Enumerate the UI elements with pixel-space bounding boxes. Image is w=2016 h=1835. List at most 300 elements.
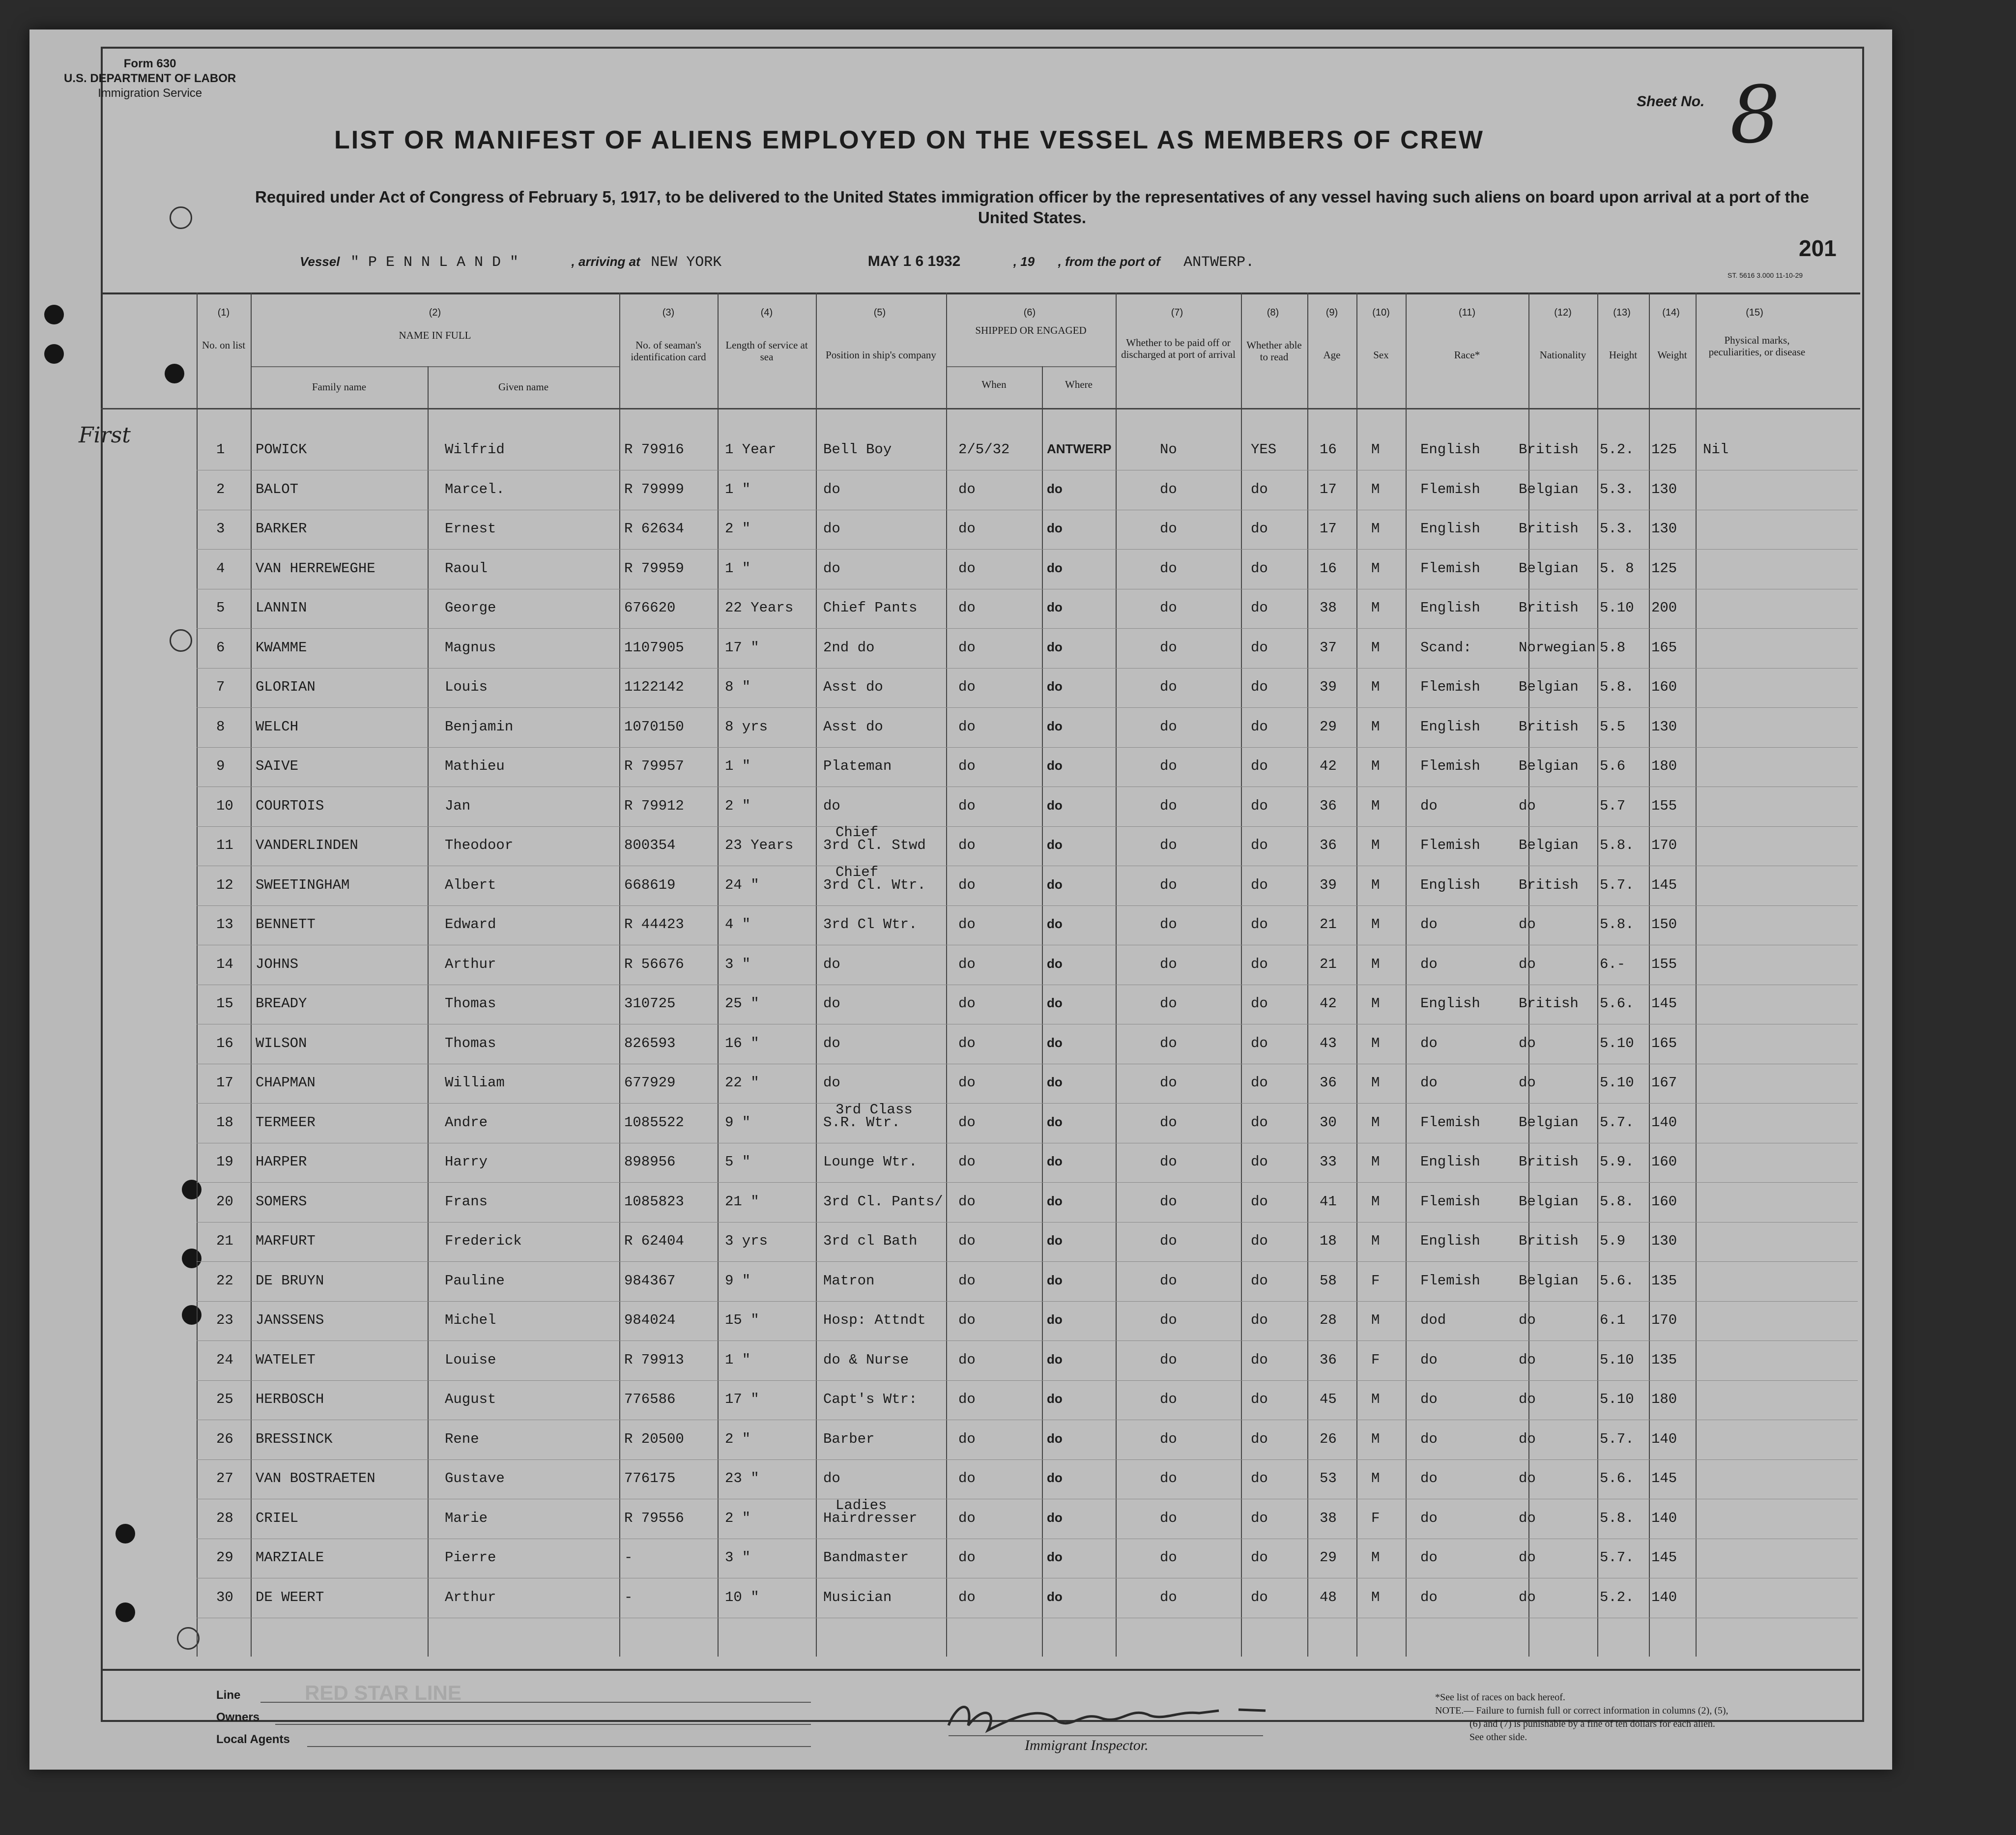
cell-height: 5.7. [1600,876,1634,893]
cell-able-read: do [1251,916,1268,932]
cell-position: 2nd do [823,639,875,656]
cell-when: do [958,1430,976,1447]
cell-no: 4 [216,560,225,577]
cell-family-name: BENNETT [256,916,316,932]
agents-label: Local Agents [216,1733,290,1746]
cell-no: 3 [216,521,225,537]
cell-no: 22 [216,1272,233,1289]
header-name-in-full: NAME IN FULL [399,329,471,341]
cell-length-service: 5 " [725,1154,751,1170]
cell-id-card: 668619 [624,876,676,893]
cell-height: 5.10 [1600,1391,1634,1407]
cell-nationality: British [1519,1233,1579,1249]
cell-race: Flemish [1420,1114,1480,1131]
cell-no: 11 [216,837,233,853]
table-row [0,864,2016,906]
cell-no: 12 [216,876,233,893]
cell-weight: 130 [1651,481,1677,497]
cell-age: 58 [1320,1272,1337,1289]
cell-able-read: do [1251,560,1268,577]
cell-id-card: R 56676 [624,956,684,972]
cell-id-card: 677929 [624,1075,676,1091]
cell-id-card: 1085522 [624,1114,684,1131]
cell-where: do [1047,758,1063,773]
cell-length-service: 3 yrs [725,1233,768,1249]
table-row [0,1144,2016,1183]
cell-height: 5.9. [1600,1154,1634,1170]
cell-family-name: GLORIAN [256,679,316,695]
stock-code: ST. 5616 3.000 11-10-29 [1728,271,1803,279]
cell-id-card: 826593 [624,1035,676,1051]
cell-no: 26 [216,1430,233,1447]
cell-family-name: POWICK [256,441,307,458]
cell-where: do [1047,1430,1063,1446]
cell-family-name: BREADY [256,995,307,1012]
cell-no: 23 [216,1312,233,1328]
cell-family-name: SOMERS [256,1193,307,1210]
header-race: Race* [1454,349,1480,361]
cell-paid-off: do [1160,1470,1177,1486]
cell-where: do [1047,718,1063,733]
cell-given-name: Arthur [445,1589,496,1605]
cell-id-card: 1107905 [624,639,684,656]
cell-weight: 130 [1651,521,1677,537]
cell-nationality: Belgian [1519,1272,1579,1289]
cell-nationality: do [1519,1510,1536,1526]
cell-nationality: British [1519,521,1579,537]
cell-family-name: DE BRUYN [256,1272,324,1289]
cell-length-service: 2 " [725,521,751,537]
cell-sex: M [1371,758,1380,774]
cell-when: do [958,1510,976,1526]
cell-race: Flemish [1420,481,1480,497]
cell-able-read: do [1251,758,1268,774]
cell-nationality: Belgian [1519,1114,1579,1131]
cell-where: do [1047,1272,1063,1287]
cell-position: Barber [823,1430,875,1447]
cell-family-name: DE WEERT [256,1589,324,1605]
cell-able-read: do [1251,797,1268,814]
departure-port: ANTWERP. [1183,254,1255,271]
cell-height: 5.7 [1600,797,1626,814]
cell-weight: 155 [1651,797,1677,814]
cell-given-name: Mathieu [445,758,505,774]
cell-paid-off: do [1160,876,1177,893]
form-identifier [64,57,236,101]
cell-length-service: 22 Years [725,600,794,616]
cell-when: do [958,1272,976,1289]
row-rule [197,786,1858,787]
line-stamp: RED STAR LINE [305,1681,461,1704]
cell-position: do [823,521,840,537]
cell-height: 5.10 [1600,1075,1634,1091]
cell-paid-off: No [1160,441,1177,458]
owners-label: Owners [216,1711,260,1724]
cell-id-card: R 79957 [624,758,684,774]
cell-length-service: 24 " [725,876,759,893]
cell-age: 29 [1320,718,1337,735]
cell-length-service: 23 Years [725,837,794,853]
cell-when: do [958,1154,976,1170]
cell-when: do [958,1035,976,1051]
cell-position: do [823,1470,840,1486]
cell-given-name: Benjamin [445,718,514,735]
cell-length-service: 8 " [725,679,751,695]
cell-where: do [1047,837,1063,852]
cell-when: do [958,600,976,616]
cell-length-service: 1 " [725,1351,751,1368]
cell-able-read: do [1251,521,1268,537]
table-row [0,511,2016,550]
header-length-service: Length of service at sea [725,339,808,363]
cell-paid-off: do [1160,1272,1177,1289]
cell-age: 16 [1320,560,1337,577]
cell-length-service: 8 yrs [725,718,768,735]
cell-able-read: do [1251,1233,1268,1249]
cell-age: 48 [1320,1589,1337,1605]
cell-age: 29 [1320,1549,1337,1566]
column-number: (6) [1023,307,1036,318]
cell-where: do [1047,1154,1063,1168]
vessel-line [300,253,1254,271]
cell-age: 36 [1320,797,1337,814]
cell-race: English [1420,876,1480,893]
department-name: U.S. DEPARTMENT OF LABOR [64,72,236,85]
cell-length-service: 1 " [725,481,751,497]
cell-paid-off: do [1160,1075,1177,1091]
cell-height: 5. 8 [1600,560,1634,577]
row-rule [197,628,1858,629]
cell-height: 5.7. [1600,1430,1634,1447]
cell-given-name: Gustave [445,1470,505,1486]
cell-able-read: do [1251,1035,1268,1051]
cell-race: Scand: [1420,639,1472,656]
cell-given-name: Thomas [445,995,496,1012]
line-label: Line [216,1689,241,1702]
cell-nationality: Belgian [1519,481,1579,497]
subtitle: Required under Act of Congress of February 5, 1917, to be delivered to the United States immigration officer by the representatives of any vessel having such aliens on board upon arrival at a port of the United States. [255,188,1809,227]
cell-no: 14 [216,956,233,972]
cell-no: 7 [216,679,225,695]
cell-weight: 170 [1651,837,1677,853]
cell-age: 43 [1320,1035,1337,1051]
cell-given-name: Wilfrid [445,441,505,458]
cell-when: do [958,1549,976,1566]
column-number: (2) [429,307,441,318]
table-row [0,986,2016,1024]
cell-when: do [958,876,976,893]
cell-where: do [1047,560,1063,575]
column-number: (4) [760,307,773,318]
header-position: Position in ship's company [826,349,936,361]
cell-length-service: 9 " [725,1272,751,1289]
header-sex: Sex [1373,349,1389,361]
cell-height: 6.1 [1600,1312,1626,1328]
row-rule [197,668,1858,669]
table-row [0,1460,2016,1499]
cell-when: do [958,1193,976,1210]
arriving-port: NEW YORK [651,254,722,271]
cell-sex: M [1371,1075,1380,1091]
table-row [0,1065,2016,1104]
cell-length-service: 10 " [725,1589,759,1605]
cell-id-card: 800354 [624,837,676,853]
cell-race: English [1420,1233,1480,1249]
cell-able-read: do [1251,1589,1268,1605]
cell-no: 27 [216,1470,233,1486]
header-age: Age [1323,349,1341,361]
cell-length-service: 1 " [725,560,751,577]
header-physical-marks: Physical marks, peculiarities, or disease [1708,334,1806,358]
cell-length-service: 17 " [725,1391,759,1407]
cell-position: S.R. Wtr. [823,1114,900,1131]
punch-hole [165,364,184,383]
header-given-name: Given name [498,381,549,393]
cell-age: 45 [1320,1391,1337,1407]
cell-nationality: do [1519,1589,1536,1605]
page-number: 201 [1799,235,1837,261]
sheet-number: 8 [1730,69,1780,161]
cell-family-name: WELCH [256,718,299,735]
cell-paid-off: do [1160,916,1177,932]
cell-age: 39 [1320,876,1337,893]
cell-family-name: VAN HERREWEGHE [256,560,375,577]
cell-position: do [823,1075,840,1091]
cell-position-prefix: Ladies [835,1497,887,1514]
cell-sex: M [1371,639,1380,656]
cell-age: 38 [1320,600,1337,616]
cell-given-name: Marcel. [445,481,505,497]
cell-id-card: 1070150 [624,718,684,735]
cell-family-name: BRESSINCK [256,1430,333,1447]
row-rule [197,1380,1858,1381]
cell-weight: 180 [1651,758,1677,774]
cell-age: 16 [1320,441,1337,458]
cell-sex: M [1371,600,1380,616]
cell-family-name: JANSSENS [256,1312,324,1328]
cell-when: do [958,1589,976,1605]
cell-able-read: do [1251,481,1268,497]
cell-height: 5.7. [1600,1549,1634,1566]
cell-when: 2/5/32 [958,441,1010,458]
cell-no: 13 [216,916,233,932]
cell-where: do [1047,1312,1063,1327]
cell-height: 5.8. [1600,837,1634,853]
cell-no: 30 [216,1589,233,1605]
cell-weight: 160 [1651,1154,1677,1170]
cell-given-name: Louise [445,1351,496,1368]
cell-sex: M [1371,718,1380,735]
table-row [0,551,2016,589]
cell-family-name: HERBOSCH [256,1391,324,1407]
cell-race: English [1420,521,1480,537]
cell-weight: 165 [1651,639,1677,656]
cell-where: do [1047,1549,1063,1564]
table-row [0,824,2016,866]
cell-height: 5.8. [1600,1193,1634,1210]
cell-paid-off: do [1160,837,1177,853]
cell-length-service: 23 " [725,1470,759,1486]
cell-family-name: MARZIALE [256,1549,324,1566]
cell-able-read: do [1251,1391,1268,1407]
table-row [0,471,2016,510]
cell-weight: 140 [1651,1510,1677,1526]
column-number: (15) [1746,307,1763,318]
cell-where: do [1047,1193,1063,1208]
cell-paid-off: do [1160,1510,1177,1526]
punch-hole [44,305,64,324]
table-row [0,788,2016,827]
cell-able-read: do [1251,876,1268,893]
cell-nationality: do [1519,916,1536,932]
cell-height: 5.7. [1600,1114,1634,1131]
shipped-subheader-rule [946,366,1116,367]
cell-weight: 165 [1651,1035,1677,1051]
cell-weight: 130 [1651,718,1677,735]
cell-sex: F [1371,1351,1380,1368]
header-paid-off: Whether to be paid off or discharged at port of arrival [1121,337,1236,360]
header-no-on-list: No. on list [202,339,246,351]
header-weight: Weight [1657,349,1687,361]
cell-position: Chief Pants [823,600,918,616]
cell-paid-off: do [1160,521,1177,537]
cell-nationality: British [1519,441,1579,458]
header-where: Where [1065,379,1093,390]
cell-weight: 130 [1651,1233,1677,1249]
cell-race: do [1420,916,1438,932]
cell-paid-off: do [1160,718,1177,735]
table-row [0,1579,2016,1618]
cell-id-card: R 79916 [624,441,684,458]
cell-position: Musician [823,1589,892,1605]
cell-position: 3rd Cl Wtr. [823,916,918,932]
cell-paid-off: do [1160,1035,1177,1051]
header-height: Height [1609,349,1638,361]
year-label: , 19 [1013,254,1035,269]
cell-where: do [1047,876,1063,892]
cell-height: 5.2. [1600,441,1634,458]
header-id-card: No. of seaman's identification card [631,339,706,363]
row-rule [197,707,1858,708]
cell-sex: M [1371,956,1380,972]
cell-height: 5.10 [1600,1351,1634,1368]
cell-position: Asst do [823,679,883,695]
cell-where: do [1047,679,1063,694]
cell-race: English [1420,441,1480,458]
cell-where: do [1047,1589,1063,1604]
cell-where: do [1047,1075,1063,1089]
cell-where: do [1047,1114,1063,1129]
cell-family-name: SWEETINGHAM [256,876,350,893]
cell-when: do [958,758,976,774]
table-row [0,906,2016,945]
cell-nationality: do [1519,1075,1536,1091]
cell-where: do [1047,956,1063,971]
cell-sex: M [1371,797,1380,814]
cell-paid-off: do [1160,481,1177,497]
cell-race: do [1420,1035,1438,1051]
cell-sex: M [1371,876,1380,893]
cell-age: 36 [1320,1351,1337,1368]
cell-nationality: do [1519,1312,1536,1328]
cell-given-name: Ernest [445,521,496,537]
cell-sex: M [1371,560,1380,577]
arrival-date: MAY 1 6 1932 [867,253,961,269]
cell-race: do [1420,797,1438,814]
cell-paid-off: do [1160,560,1177,577]
cell-age: 26 [1320,1430,1337,1447]
cell-nationality: British [1519,876,1579,893]
cell-race: Flemish [1420,758,1480,774]
cell-nationality: Belgian [1519,1193,1579,1210]
cell-given-name: Michel [445,1312,496,1328]
cell-family-name: MARFURT [256,1233,316,1249]
cell-paid-off: do [1160,797,1177,814]
cell-race: Flemish [1420,560,1480,577]
cell-nationality: do [1519,1035,1536,1051]
cell-sex: M [1371,916,1380,932]
cell-paid-off: do [1160,639,1177,656]
cell-race: English [1420,718,1480,735]
cell-height: 5.3. [1600,481,1634,497]
cell-when: do [958,639,976,656]
cell-length-service: 3 " [725,1549,751,1566]
cell-no: 10 [216,797,233,814]
cell-able-read: do [1251,1510,1268,1526]
cell-sex: M [1371,837,1380,853]
cell-given-name: Andre [445,1114,488,1131]
column-number: (12) [1554,307,1572,318]
cell-given-name: Pierre [445,1549,496,1566]
vessel-name: " P E N N L A N D " [350,254,519,271]
cell-given-name: Albert [445,876,496,893]
cell-weight: 200 [1651,600,1677,616]
cell-length-service: 17 " [725,639,759,656]
cell-length-service: 2 " [725,1430,751,1447]
cell-able-read: do [1251,1154,1268,1170]
cell-where: do [1047,995,1063,1010]
cell-paid-off: do [1160,1233,1177,1249]
cell-able-read: do [1251,995,1268,1012]
column-number: (14) [1662,307,1680,318]
cell-when: do [958,1391,976,1407]
sheet-label: Sheet No. [1637,93,1705,110]
cell-family-name: HARPER [256,1154,307,1170]
column-number: (11) [1458,307,1476,318]
service-name: Immigration Service [98,87,202,100]
cell-length-service: 16 " [725,1035,759,1051]
cell-position-prefix: Chief [835,864,879,880]
row-rule [197,826,1858,827]
cell-sex: M [1371,1470,1380,1486]
cell-when: do [958,718,976,735]
cell-paid-off: do [1160,1430,1177,1447]
cell-sex: F [1371,1272,1380,1289]
row-rule [197,747,1858,748]
cell-given-name: Raoul [445,560,488,577]
cell-age: 28 [1320,1312,1337,1328]
cell-given-name: George [445,600,496,616]
cell-paid-off: do [1160,1154,1177,1170]
cell-position: Bandmaster [823,1549,909,1566]
header-when: When [981,379,1007,390]
cell-position: 3rd Cl. Pants/ [823,1193,943,1210]
cell-age: 39 [1320,679,1337,695]
cell-height: 6.- [1600,956,1626,972]
cell-given-name: Marie [445,1510,488,1526]
cell-id-card: R 62634 [624,521,684,537]
cell-race: English [1420,995,1480,1012]
